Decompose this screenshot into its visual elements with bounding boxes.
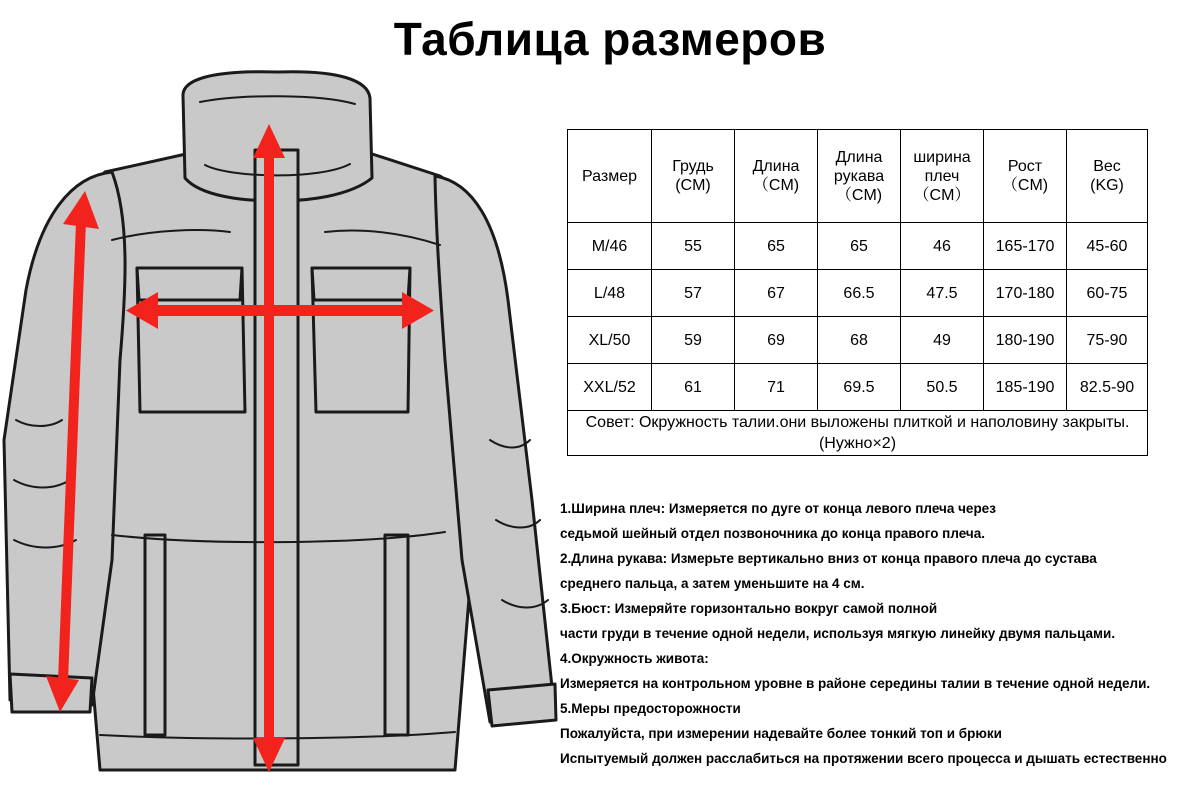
header-sleeve-length: Длина рукава （CM) [818, 130, 901, 223]
table-cell: 57 [652, 270, 735, 317]
table-cell: 82.5-90 [1067, 364, 1148, 411]
note-line: 4.Окружность живота: [560, 651, 709, 666]
header-height: Рост （CM) [984, 130, 1067, 223]
size-table [567, 129, 1148, 456]
table-cell: 49 [901, 317, 984, 364]
table-cell: 55 [652, 223, 735, 270]
table-cell: 69 [735, 317, 818, 364]
header-shoulder-width: ширина плеч （CM） [901, 130, 984, 223]
table-cell: 45-60 [1067, 223, 1148, 270]
note-line: части груди в течение одной недели, используя мягкую линейку двумя пальцами. [560, 626, 1116, 641]
table-cell: 68 [818, 317, 901, 364]
table-cell: 165-170 [984, 223, 1067, 270]
header-chest: Грудь (CM) [652, 130, 735, 223]
table-cell: 75-90 [1067, 317, 1148, 364]
table-row [568, 364, 1148, 411]
note-line: Пожалуйста, при измерении надевайте более тонкий топ и брюки [560, 726, 1002, 741]
table-row [568, 223, 1148, 270]
table-cell: 59 [652, 317, 735, 364]
note-line: 5.Меры предосторожности [560, 701, 741, 716]
table-cell: 46 [901, 223, 984, 270]
note-line: седьмой шейный отдел позвоночника до конца правого плеча. [560, 526, 986, 541]
table-cell: 65 [818, 223, 901, 270]
table-cell: 67 [735, 270, 818, 317]
note-line: 1.Ширина плеч: Измеряется по дуге от конца левого плеча через [560, 501, 996, 516]
table-cell: 69.5 [818, 364, 901, 411]
page-title: Таблица размеров [393, 13, 827, 65]
measurement-tip: Совет: Окружность талии.они выложены плиткой и наполовину закрыты.(Нужно×2) [568, 411, 1148, 456]
table-cell: XXL/52 [568, 364, 652, 411]
table-cell: M/46 [568, 223, 652, 270]
table-cell: 66.5 [818, 270, 901, 317]
table-cell: L/48 [568, 270, 652, 317]
table-cell: 180-190 [984, 317, 1067, 364]
note-line: Измеряется на контрольном уровне в районе середины талии в течение одной недели. [560, 676, 1151, 691]
table-cell: 65 [735, 223, 818, 270]
table-cell: 60-75 [1067, 270, 1148, 317]
header-weight: Вес (KG) [1067, 130, 1148, 223]
note-line: 3.Бюст: Измеряйте горизонтально вокруг самой полной [560, 601, 938, 616]
note-line: Испытуемый должен расслабиться на протяжении всего процесса и дышать естественно [560, 751, 1167, 766]
measurement-notes [560, 498, 1200, 773]
table-cell: XL/50 [568, 317, 652, 364]
table-cell: 71 [735, 364, 818, 411]
table-header-row [568, 130, 1148, 223]
table-row [568, 317, 1148, 364]
jacket-illustration [0, 70, 560, 800]
header-length: Длина （CM) [735, 130, 818, 223]
table-tip-row [568, 411, 1148, 456]
table-cell: 50.5 [901, 364, 984, 411]
table-cell: 170-180 [984, 270, 1067, 317]
table-cell: 185-190 [984, 364, 1067, 411]
table-cell: 47.5 [901, 270, 984, 317]
table-cell: 61 [652, 364, 735, 411]
table-row [568, 270, 1148, 317]
note-line: среднего пальца, а затем уменьшите на 4 см. [560, 576, 865, 591]
note-line: 2.Длина рукава: Измерьте вертикально вниз от конца правого плеча до сустава [560, 551, 1097, 566]
header-size: Размер [568, 130, 652, 223]
